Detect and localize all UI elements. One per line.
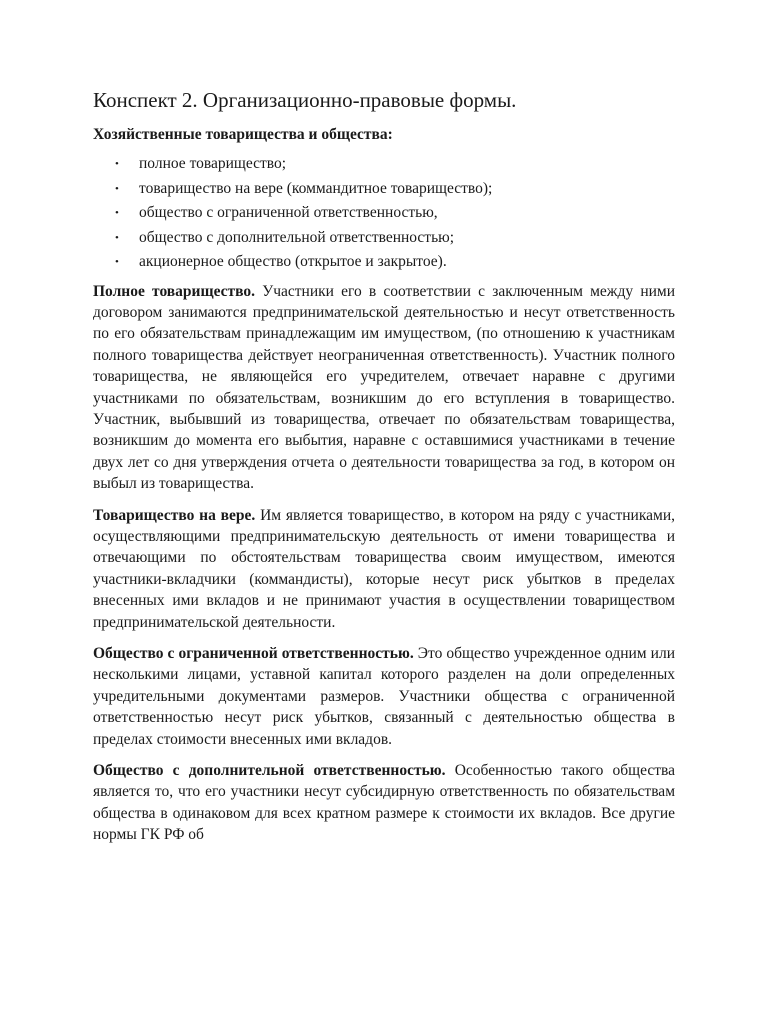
document-page (93, 86, 675, 856)
bullet-icon: • (115, 207, 119, 219)
forms-list (93, 152, 675, 275)
paragraph-term: Товарищество на вере. (93, 506, 256, 524)
paragraph-additional-liability (93, 760, 675, 846)
section-heading: Хозяйственные товарищества и общества: (93, 126, 393, 143)
paragraph-text: Особенностью такого общества является то, что его участники несут субсидирную ответственность по обязательствам общества в одинаковом для всех кратном размере к стоимости их вкладов. Все другие нормы ГК РФ об (93, 762, 676, 844)
list-item-text: полное товарищество; (139, 155, 287, 172)
paragraph-term: Общество с дополнительной ответственностью. (93, 762, 446, 780)
list-item-text: общество с ограниченной ответственностью, (139, 204, 438, 221)
list-item (93, 201, 675, 226)
bullet-icon: • (115, 231, 119, 244)
list-item-text: акционерное общество (открытое и закрытое). (139, 253, 447, 270)
list-item-text: общество с дополнительной ответственностью; (139, 228, 455, 246)
bullet-icon: • (115, 256, 119, 268)
paragraph-term: Общество с ограниченной ответственностью. (93, 645, 414, 662)
paragraph-text: Им является товарищество, в котором на ряду с участниками, осуществляющими предпринимательскую деятельность от имени товарищества и отвечающими по обстоятельствам товарищества своим имуществом, имеются участники-вкладчики (коммандисты), которые несут риск убытков в пределах внесенных ими вкладов и не принимают участия в осуществлении товариществом предпринимательской деятельности. (93, 506, 675, 631)
document-title: Конспект 2. Организационно-правовые формы. (93, 88, 517, 112)
list-item (93, 152, 675, 177)
list-item-text: товарищество на вере (коммандитное товарищество); (139, 179, 493, 197)
paragraph-term: Полное товарищество. (93, 282, 256, 300)
bullet-icon: • (115, 158, 119, 170)
list-item (93, 177, 675, 202)
paragraph-full-partnership (93, 281, 675, 495)
bullet-icon: • (115, 182, 119, 195)
paragraph-text: Участники его в соответствии с заключенным между ними договором занимаются предпринимательской деятельностью и несут ответственность по его обязательствам принадлежащим им имуществом, (по отношению к участникам полного товарищества действует неограниченная ответственность). Участник полного товарищества, не являющейся его учредителем, отвечает наравне с другими участниками по обязательствам, возникшим до его вступления в товарищество. Участник, выбывший из товарищества, отвечает по обязательствам товарищества, возникшим до момента его выбытия, наравне с оставшимися участниками в течение двух лет со дня утверждения отчета о деятельности товарищества за год, в котором он выбыл из товарищества. (93, 282, 676, 493)
paragraph-text: Это общество учрежденное одним или несколькими лицами, уставной капитал которого разделен на доли определенных учредительными документами размеров. Участники общества с ограниченной ответственностью несут риск убытков, связанный с деятельностью общества в пределах стоимости внесенных ими вкладов. (93, 645, 675, 748)
paragraph-llc (93, 643, 675, 750)
list-item (93, 250, 675, 275)
list-item (93, 226, 675, 251)
paragraph-limited-partnership (93, 505, 675, 633)
